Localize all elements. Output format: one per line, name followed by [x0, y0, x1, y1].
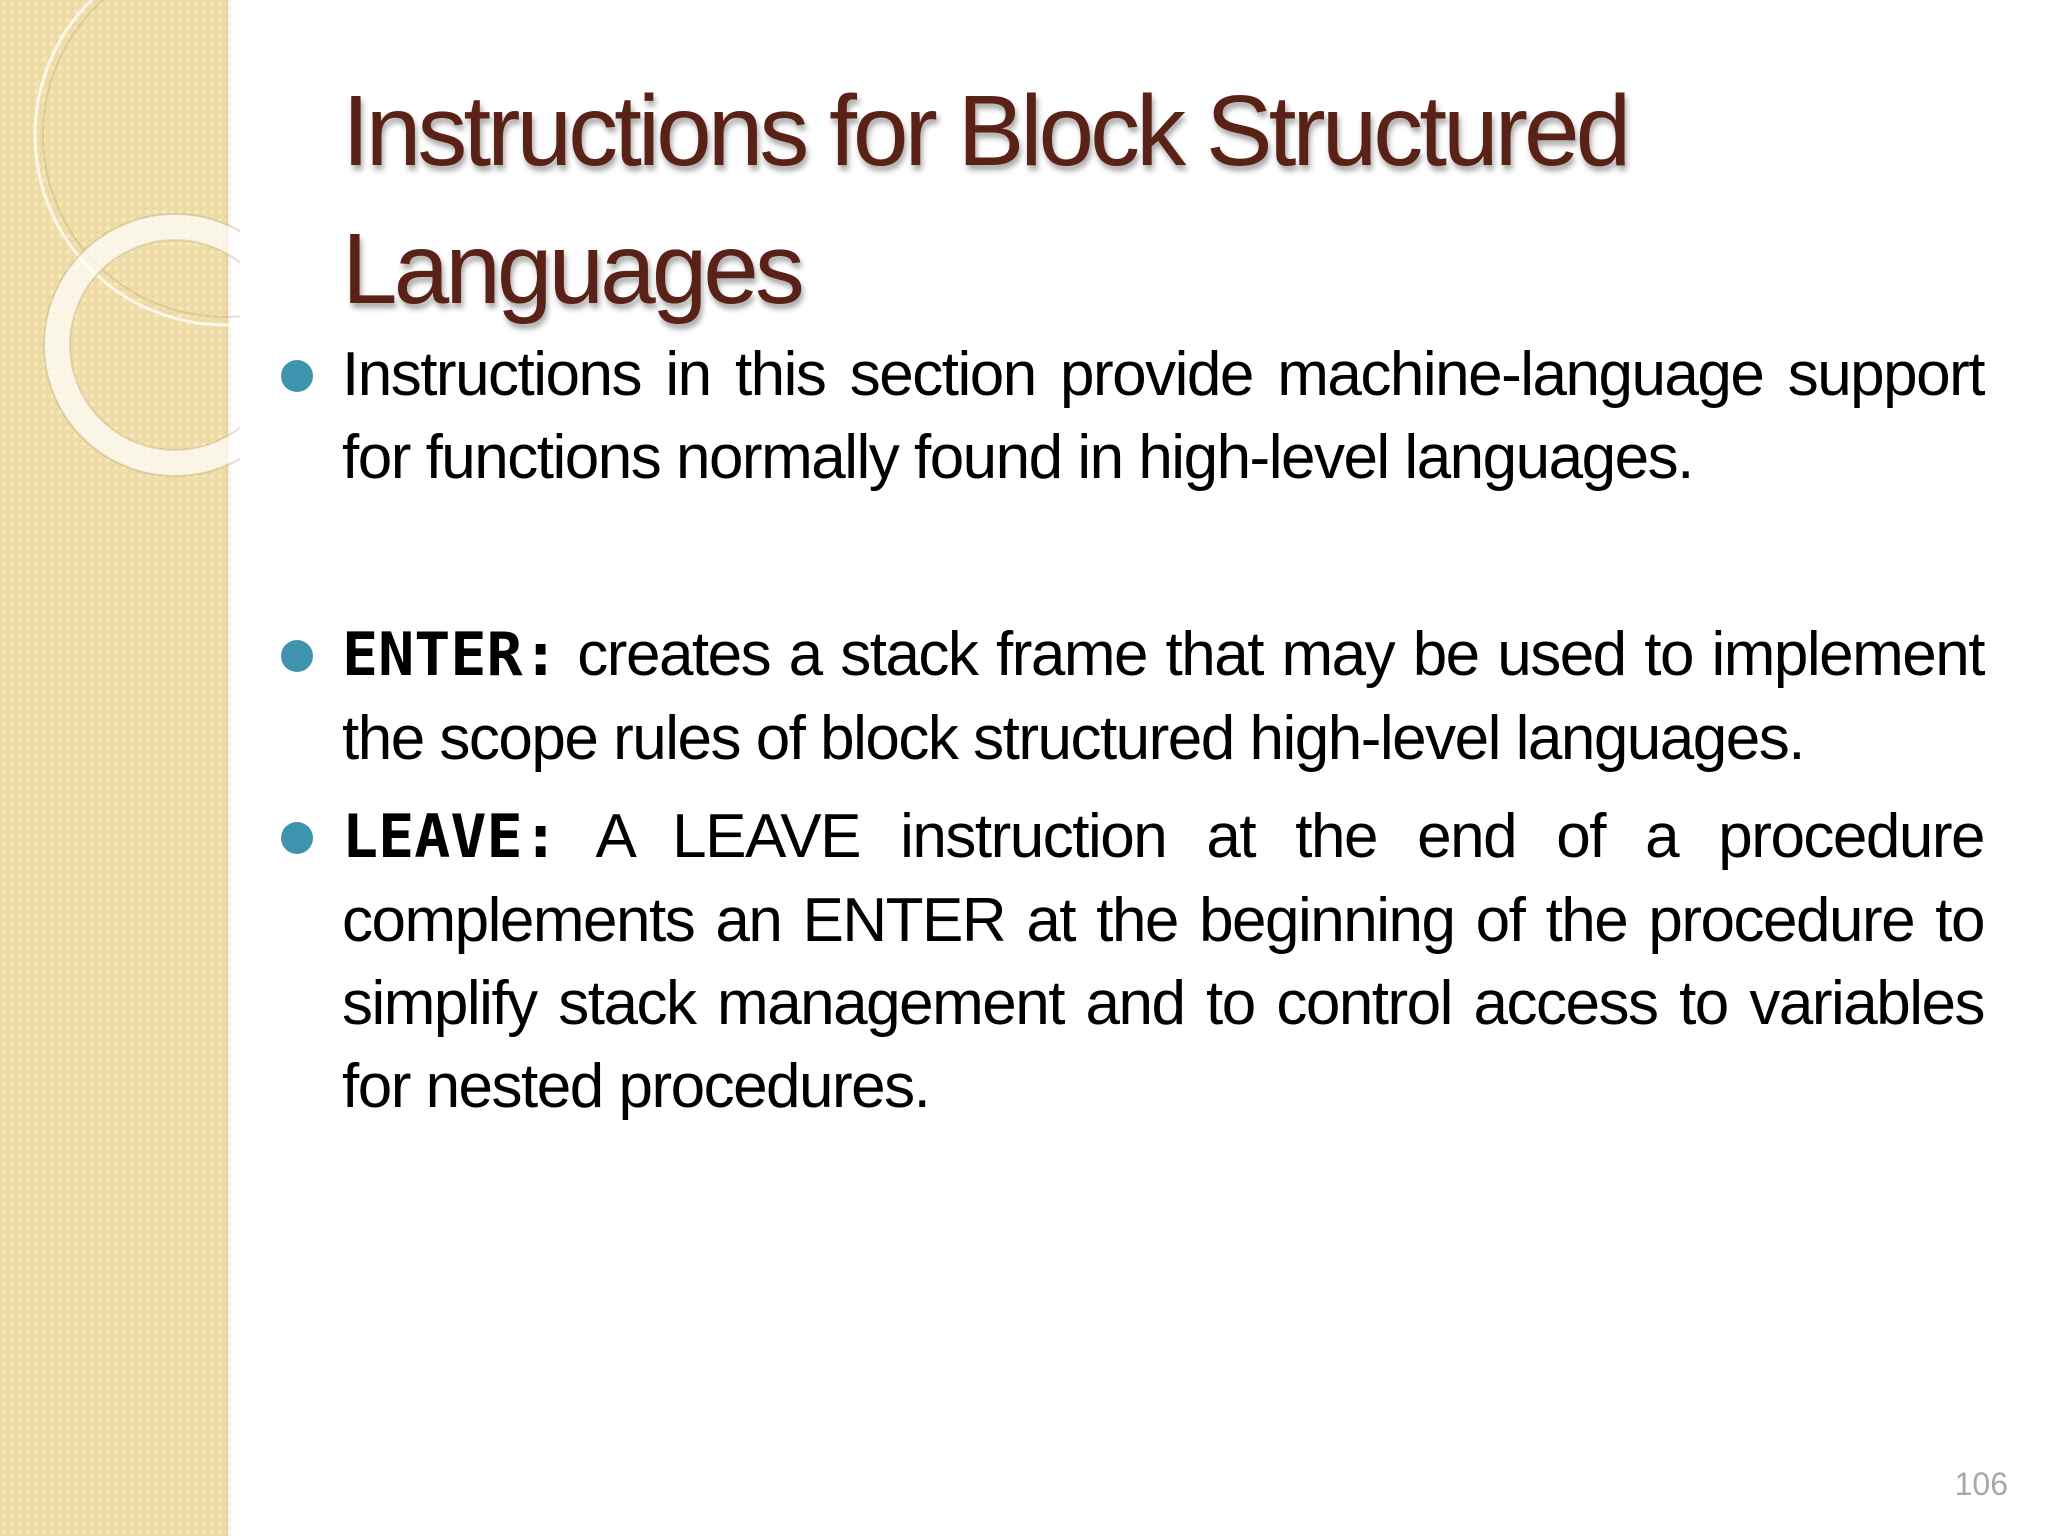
bullet-text: creates a stack frame that may be used to implement the scope rules of block structured high-level languages. — [342, 620, 1984, 773]
bullet-keyword-leave: LEAVE: — [342, 802, 559, 872]
decorative-rings — [0, 0, 240, 500]
bullet-text: Instructions in this section provide machine-language support for functions normally found in high-level languages. — [342, 340, 1984, 492]
bullet-item-intro — [342, 333, 1984, 499]
bullet-dot-icon — [281, 360, 313, 392]
page-number: 106 — [1954, 1466, 2008, 1502]
slide-title: Instructions for Block Structured Languages — [342, 75, 1628, 325]
bullet-keyword-enter: ENTER: — [342, 620, 559, 690]
bullet-text: A LEAVE instruction at the end of a procedure complements an ENTER at the beginning of the procedure to simplify stack management and to control access to variables for nested procedures. — [342, 802, 1984, 1121]
bullet-item-enter — [342, 613, 1984, 780]
bullet-dot-icon — [281, 640, 313, 672]
bullet-list — [342, 333, 1984, 1128]
bullet-item-leave — [342, 795, 1984, 1128]
bullet-dot-icon — [281, 822, 313, 854]
